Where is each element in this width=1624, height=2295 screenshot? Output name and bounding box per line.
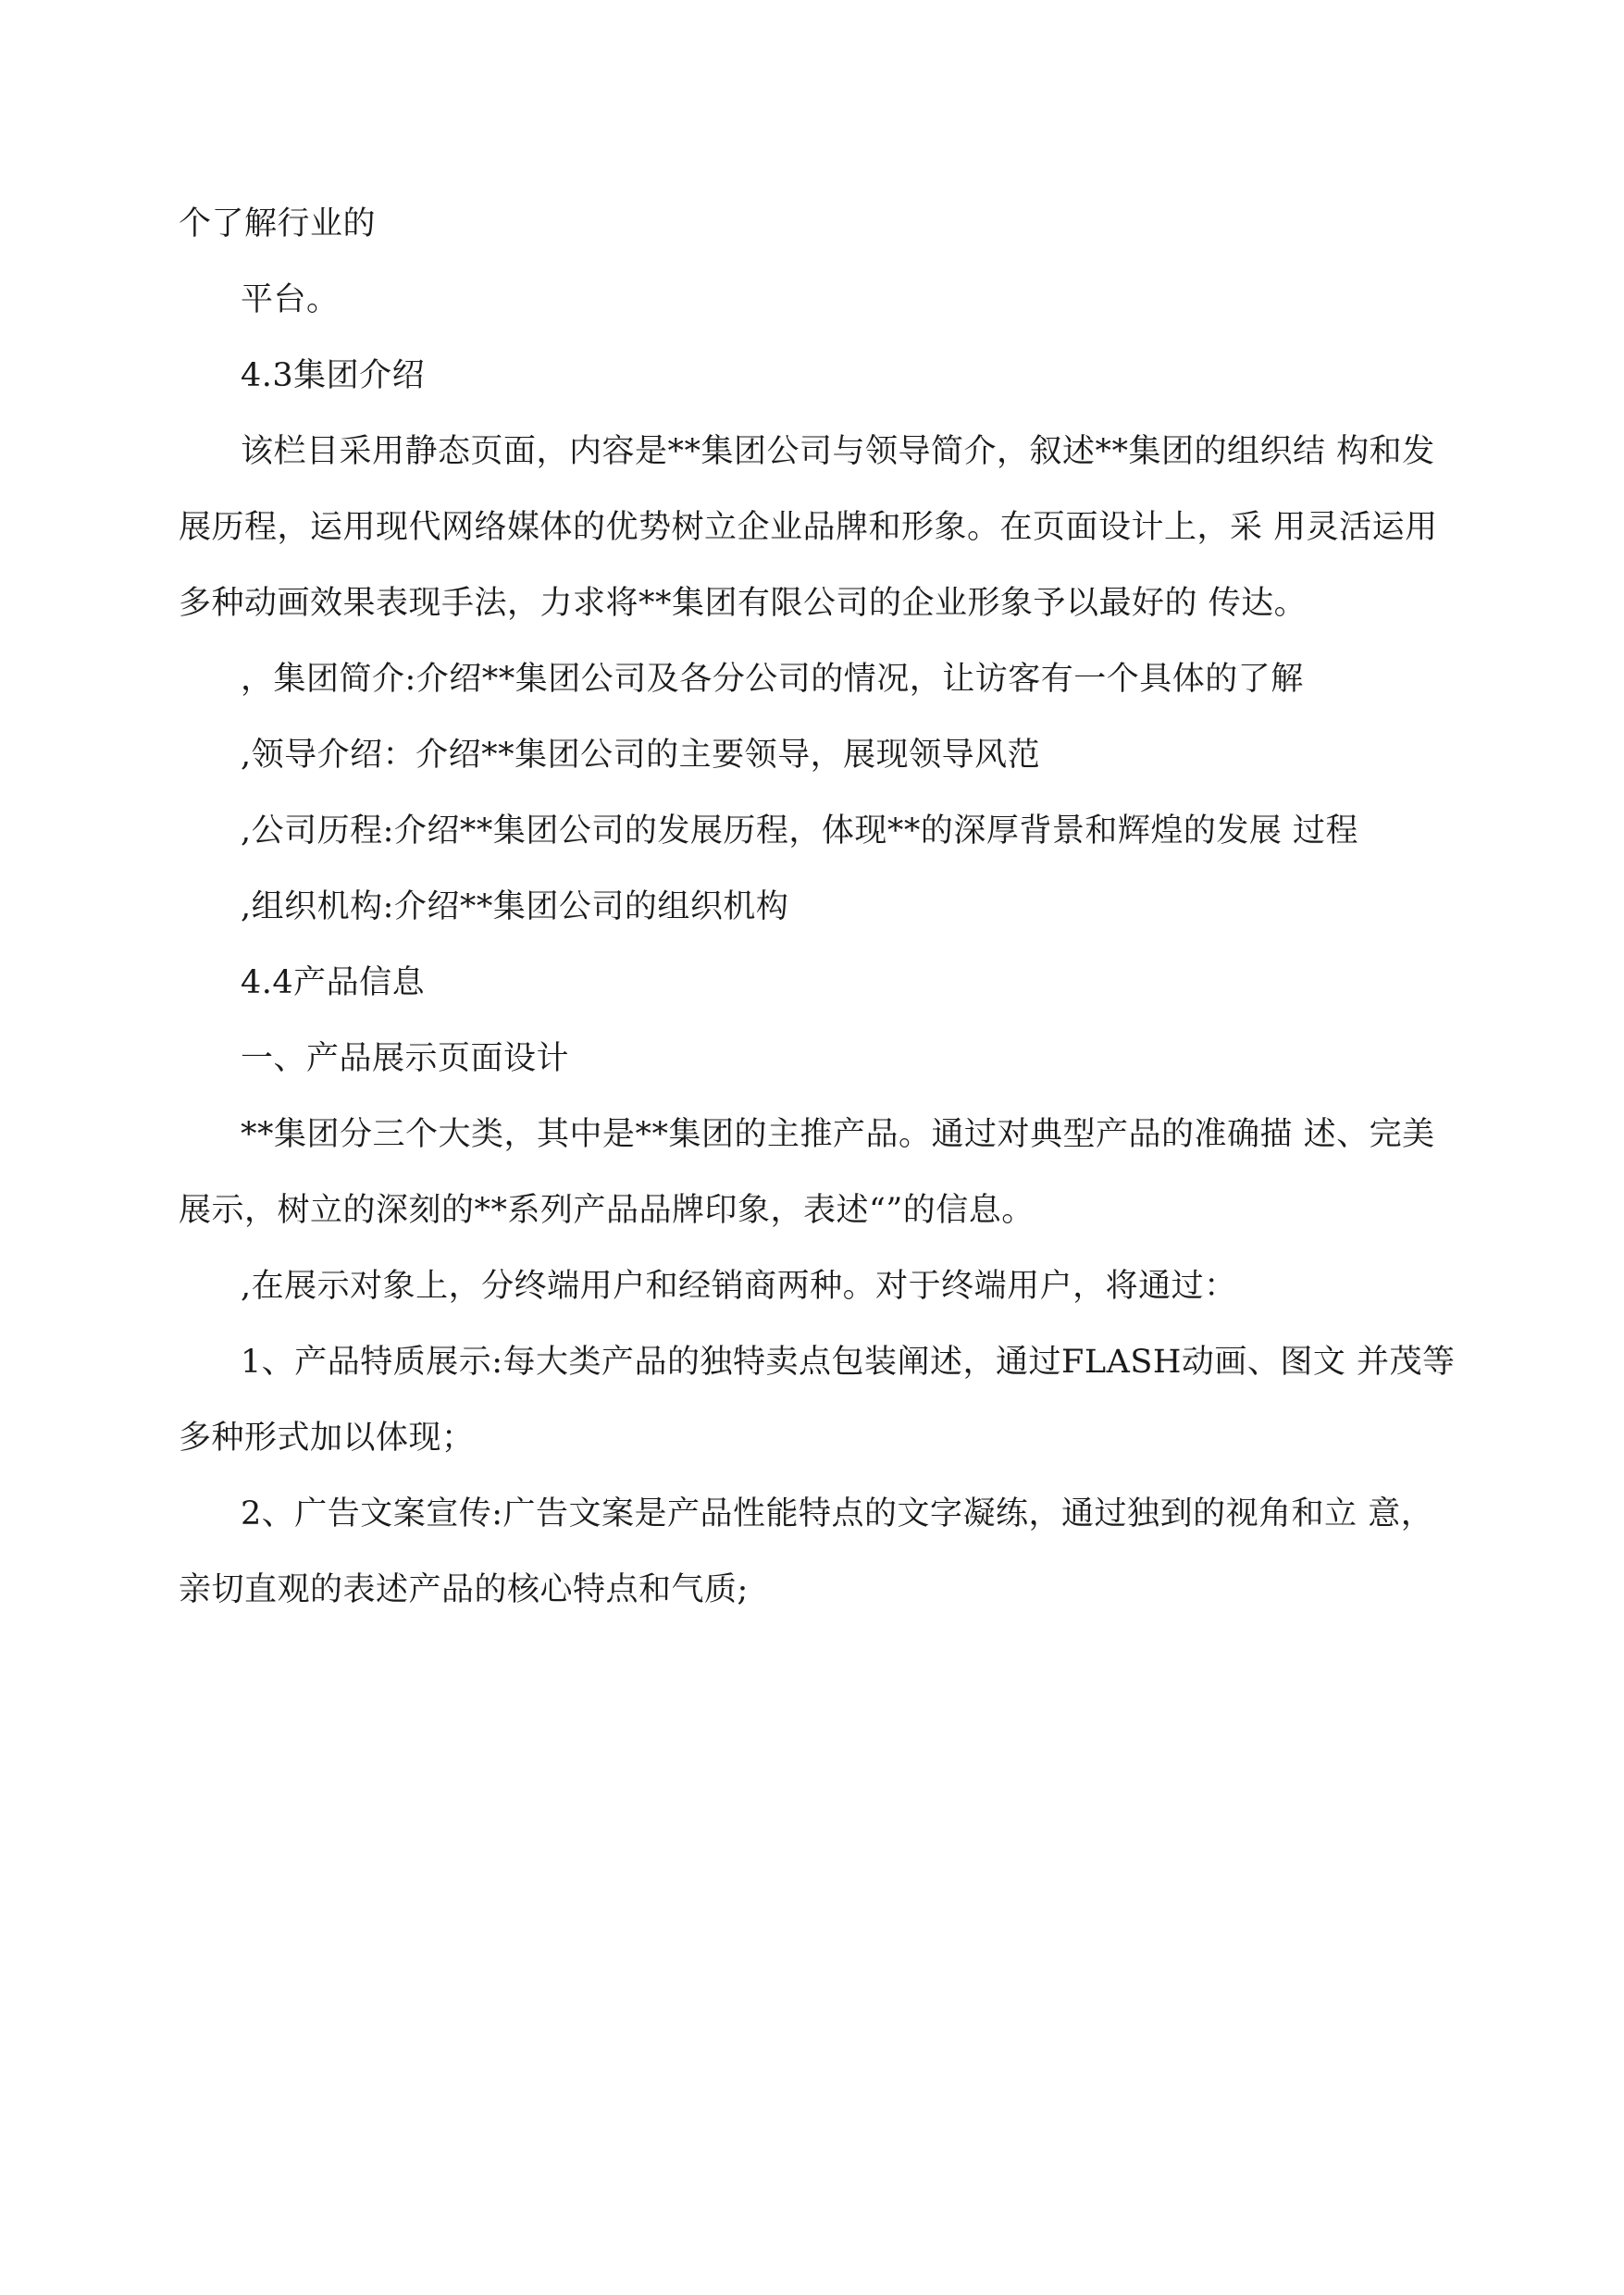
section-heading: 4.3集团介绍 bbox=[241, 357, 426, 394]
text-line: 多种形式加以体现； bbox=[179, 1420, 475, 1457]
list-item: ,组织机构:介绍**集团公司的组织机构 bbox=[241, 888, 789, 925]
text-line: 多种动画效果表现手法，力求将**集团有限公司的企业形象予以最好的 传达。 bbox=[179, 585, 1308, 622]
text-line: 展历程，运用现代网络媒体的优势树立企业品牌和形象。在页面设计上，采 用灵活运用 bbox=[179, 509, 1438, 546]
section-heading: 4.4产品信息 bbox=[241, 964, 426, 1001]
text-line: **集团分三个大类，其中是**集团的主推产品。通过对典型产品的准确描 述、完美 bbox=[241, 1116, 1435, 1153]
subsection-heading: 一、产品展示页面设计 bbox=[241, 1040, 570, 1077]
text-line: 平台。 bbox=[241, 281, 340, 318]
list-item: ，集团简介:介绍**集团公司及各分公司的情况，让访客有一个具体的了解 bbox=[241, 661, 1304, 698]
text-line: ,在展示对象上，分终端用户和经销商两种。对于终端用户，将通过： bbox=[241, 1268, 1237, 1305]
list-item: 1、产品特质展示:每大类产品的独特卖点包装阐述，通过FLASH动画、图文 并茂等 bbox=[241, 1344, 1456, 1381]
text-line: 展示，树立的深刻的**系列产品品牌印象，表述“”的信息。 bbox=[179, 1192, 1035, 1229]
list-item: ,领导介绍：介绍**集团公司的主要领导，展现领导风范 bbox=[241, 737, 1041, 774]
list-item: 2、广告文案宣传:广告文案是产品性能特点的文字凝练，通过独到的视角和立 意， bbox=[241, 1495, 1434, 1532]
text-line: 个了解行业的 bbox=[179, 205, 377, 242]
list-item: ,公司历程:介绍**集团公司的发展历程，体现**的深厚背景和辉煌的发展 过程 bbox=[241, 813, 1359, 850]
text-line: 亲切直观的表述产品的核心特点和气质; bbox=[179, 1571, 749, 1608]
text-line: 该栏目采用静态页面，内容是**集团公司与领导简介，叙述**集团的组织结 构和发 bbox=[241, 433, 1435, 470]
